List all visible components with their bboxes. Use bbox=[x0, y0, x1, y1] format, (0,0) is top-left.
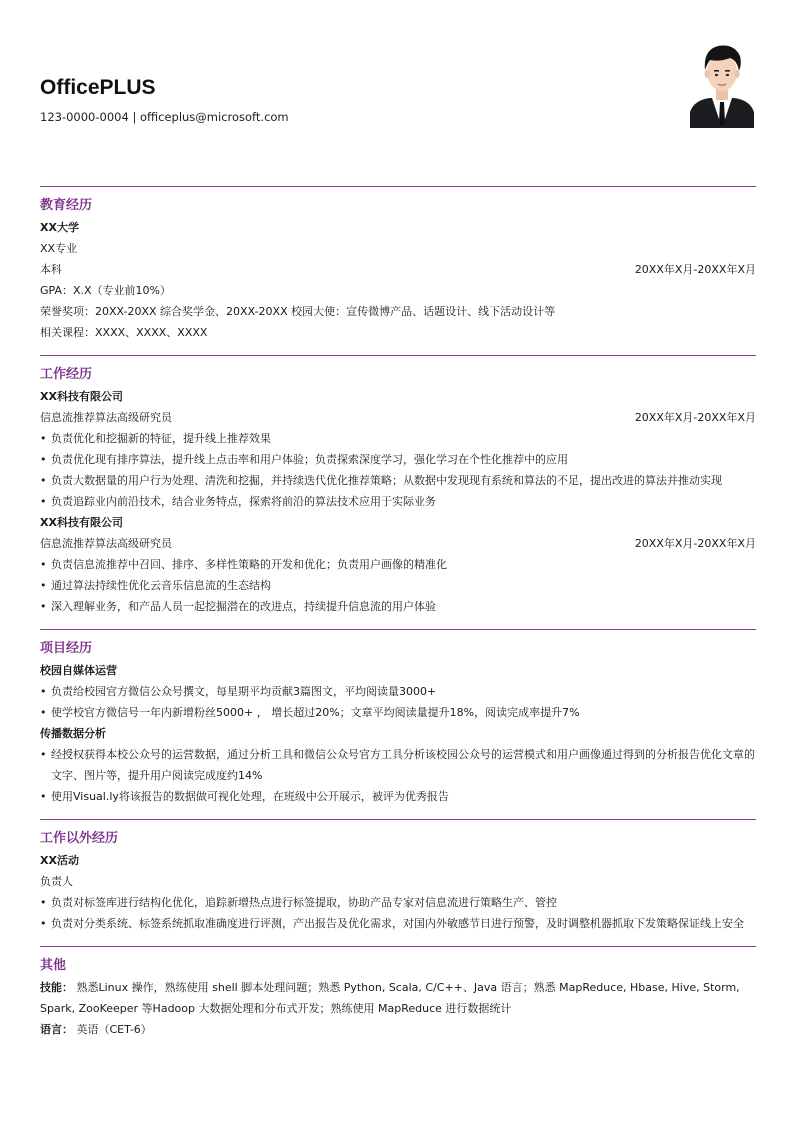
job-dates: 20XX年X月-20XX年X月 bbox=[634, 411, 756, 424]
language-label: 语言： bbox=[40, 1023, 73, 1036]
section-title-education: 教育经历 bbox=[40, 198, 93, 213]
job-dates: 20XX年X月-20XX年X月 bbox=[634, 537, 756, 550]
skills-row bbox=[40, 977, 756, 1019]
list-item: • 负责给校园官方微信公众号撰文，每星期平均贡献3篇图文，平均阅读量3000+ bbox=[40, 681, 756, 702]
section-title-misc: 其他 bbox=[40, 958, 67, 973]
list-item: • 负责对分类系统、标签系统抓取准确度进行评测，产出报告及优化需求，对国内外敏感节日进行预警，及时调整机器抓取下发策略保证线上安全 bbox=[40, 913, 756, 934]
company-name: XX科技有限公司 bbox=[40, 390, 123, 403]
education-dates: 20XX年X月-20XX年X月 bbox=[634, 263, 756, 276]
list-item: • 负责优化和挖掘新的特征，提升线上推荐效果 bbox=[40, 428, 756, 449]
other-experience-section bbox=[40, 819, 756, 934]
list-item: • 负责优化现有排序算法，提升线上点击率和用户体验；负责探索深度学习，强化学习在个性化推荐中的应用 bbox=[40, 449, 756, 470]
contact-info: 123-0000-0004 | officeplus@microsoft.com bbox=[40, 110, 289, 124]
work-section bbox=[40, 355, 756, 617]
gpa: GPA：X.X（专业前10%） bbox=[40, 284, 171, 297]
list-item: • 经授权获得本校公众号的运营数据，通过分析工具和微信公众号官方工具分析该校园公众号的运营模式和用户画像通过得到的分析报告优化文章的文字、图片等，提升用户阅读完成度约14% bbox=[40, 744, 756, 786]
job-entry bbox=[40, 386, 756, 512]
activity-name: XX活动 bbox=[40, 854, 79, 867]
honors: 荣誉奖项：20XX-20XX 综合奖学金、20XX-20XX 校园大使：宣传微博产品、话题设计、线下活动设计等 bbox=[40, 305, 556, 318]
job-entry bbox=[40, 512, 756, 617]
section-title-other-experience: 工作以外经历 bbox=[40, 831, 119, 846]
degree-row bbox=[40, 259, 756, 280]
list-item: • 负责大数据量的用户行为处理、清洗和挖掘，并持续迭代优化推荐策略；从数据中发现现有系统和算法的不足，提出改进的算法并推动实现 bbox=[40, 470, 756, 491]
activity-role: 负责人 bbox=[40, 875, 73, 888]
candidate-name: OfficePLUS bbox=[40, 76, 156, 99]
language-row bbox=[40, 1019, 756, 1040]
company-name: XX科技有限公司 bbox=[40, 516, 123, 529]
role-row bbox=[40, 533, 756, 554]
project-name: 校园自媒体运营 bbox=[40, 664, 117, 677]
job-role: 信息流推荐算法高级研究员 bbox=[40, 537, 172, 550]
school-name: XX大学 bbox=[40, 221, 79, 234]
major: XX专业 bbox=[40, 242, 78, 255]
person-avatar-icon bbox=[690, 40, 754, 128]
section-title-work: 工作经历 bbox=[40, 367, 93, 382]
resume-body bbox=[40, 186, 756, 1052]
language-text: 英语（CET-6） bbox=[76, 1023, 152, 1036]
job-role: 信息流推荐算法高级研究员 bbox=[40, 411, 172, 424]
list-item: • 负责对标签库进行结构化优化，追踪新增热点进行标签提取，协助产品专家对信息流进行策略生产、管控 bbox=[40, 892, 756, 913]
project-name: 传播数据分析 bbox=[40, 727, 106, 740]
skills-label: 技能： bbox=[40, 981, 73, 994]
list-item: • 负责追踪业内前沿技术，结合业务特点，探索将前沿的算法技术应用于实际业务 bbox=[40, 491, 756, 512]
projects-section bbox=[40, 629, 756, 807]
list-item: • 负责信息流推荐中召回、排序、多样性策略的开发和优化；负责用户画像的精准化 bbox=[40, 554, 756, 575]
degree: 本科 bbox=[40, 263, 62, 276]
education-section bbox=[40, 186, 756, 343]
section-title-projects: 项目经历 bbox=[40, 641, 93, 656]
list-item: • 通过算法持续性优化云音乐信息流的生态结构 bbox=[40, 575, 756, 596]
role-row bbox=[40, 407, 756, 428]
list-item: • 使学校官方微信号一年内新增粉丝5000+ ， 增长超过20%；文章平均阅读量提升18%，阅读完成率提升7% bbox=[40, 702, 756, 723]
courses: 相关课程：XXXX、XXXX、XXXX bbox=[40, 326, 208, 339]
list-item: • 深入理解业务，和产品人员一起挖掘潜在的改进点，持续提升信息流的用户体验 bbox=[40, 596, 756, 617]
misc-section bbox=[40, 946, 756, 1040]
list-item: • 使用Visual.ly将该报告的数据做可视化处理，在班级中公开展示，被评为优秀报告 bbox=[40, 786, 756, 807]
skills-text: 熟悉Linux 操作，熟练使用 shell 脚本处理问题；熟悉 Python, Scala, C/C++、Java 语言；熟悉 MapReduce, Hbase, Hive, Storm, Spark, ZooKeeper 等Hadoop 大数据处理和分布式开发；熟练使用 MapReduce 进行数据统计 bbox=[40, 981, 740, 1015]
